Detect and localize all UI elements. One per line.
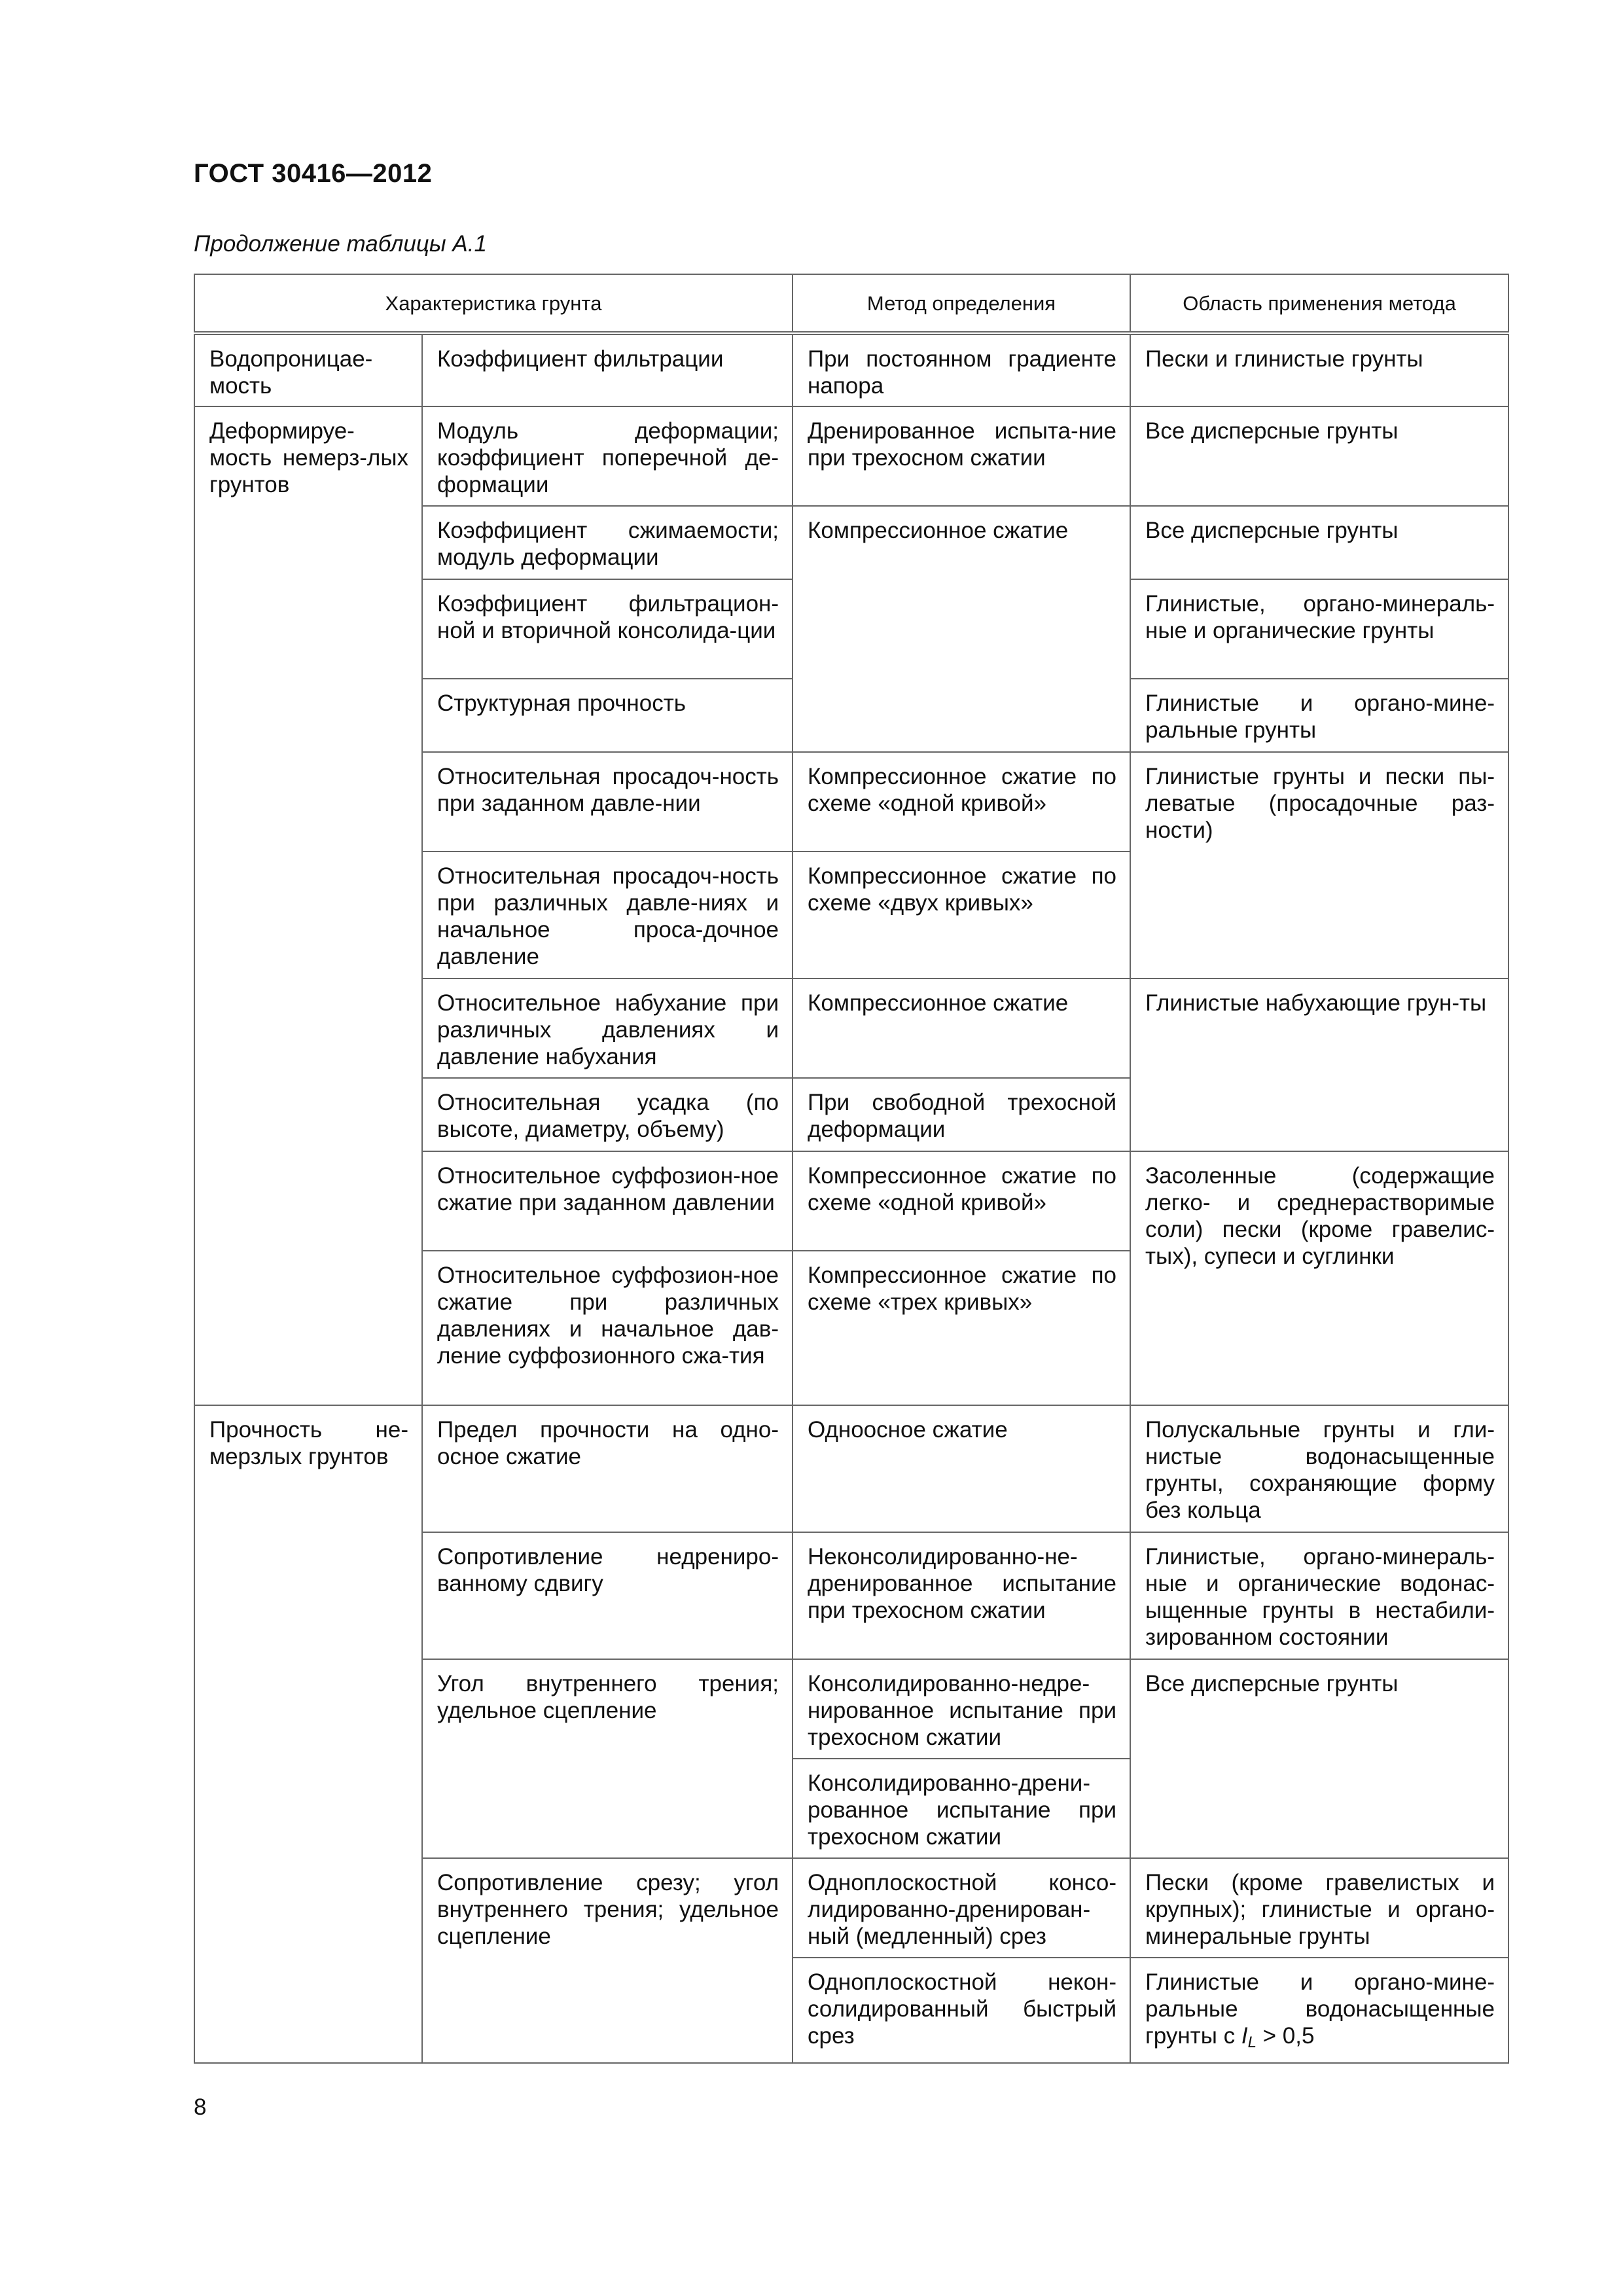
scope-cell: Глинистые грунты и пески пы-леватые (просадочные раз-ности)	[1130, 752, 1508, 978]
parameter-cell: Сопротивление недрениро-ванному сдвигу	[422, 1532, 793, 1659]
method-cell: Компрессионное сжатие по схеме «двух кривых»	[793, 852, 1130, 978]
parameter-cell: Относительная просадоч-ность при различных давле-ниях и начальное проса-дочное давление	[422, 852, 793, 978]
group-cell: Деформируе-мость немерз-лых грунтов	[194, 406, 422, 1405]
method-cell: Компрессионное сжатие по схеме «одной кривой»	[793, 752, 1130, 852]
method-cell: Одноплоскостной консо-лидированно-дренирован-ный (медленный) срез	[793, 1858, 1130, 1958]
parameter-cell: Предел прочности на одно-осное сжатие	[422, 1405, 793, 1532]
method-cell: Неконсолидированно-не-дренированное испытание при трехосном сжатии	[793, 1532, 1130, 1659]
scope-cell: Глинистые и органо-мине-ральные грунты	[1130, 679, 1508, 752]
table-row	[194, 1405, 1508, 1532]
table-row	[194, 406, 1508, 506]
liquidity-index-subscript: L	[1247, 2034, 1257, 2051]
scope-cell: Засоленные (содержащие легко- и среднерастворимые соли) пески (кроме гравелис-тых), супеси и суглинки	[1130, 1151, 1508, 1405]
parameter-cell: Коэффициент фильтрацион-ной и вторичной консолида-ции	[422, 579, 793, 679]
scope-cell: Все дисперсные грунты	[1130, 506, 1508, 579]
group-cell: Водопроницае-мость	[194, 333, 422, 406]
scope-condition: > 0,5	[1256, 2023, 1315, 2049]
parameter-cell: Модуль деформации; коэффициент поперечной де-формации	[422, 406, 793, 506]
group-cell: Прочность не-мерзлых грунтов	[194, 1405, 422, 2063]
parameter-cell: Относительное суффозион-ное сжатие при заданном давлении	[422, 1151, 793, 1251]
scope-cell: Глинистые набухающие грун-ты	[1130, 978, 1508, 1151]
table-caption: Продолжение таблицы А.1	[194, 231, 487, 257]
method-cell: Одноосное сжатие	[793, 1405, 1130, 1532]
method-cell: При постоянном градиенте напора	[793, 333, 1130, 406]
scope-text: Глинистые и органо-мине-ральные водонасыщенные грунты с	[1145, 1969, 1495, 2049]
liquidity-index-symbol: I	[1241, 2023, 1248, 2049]
table-row	[194, 333, 1508, 406]
method-cell: Одноплоскостной некон-солидированный быстрый срез	[793, 1958, 1130, 2063]
parameter-cell: Относительное набухание при различных давлениях и давление набухания	[422, 978, 793, 1078]
parameter-cell: Коэффициент сжимаемости; модуль деформации	[422, 506, 793, 579]
method-cell: При свободной трехосной деформации	[793, 1078, 1130, 1151]
method-cell: Компрессионное сжатие по схеме «трех кривых»	[793, 1251, 1130, 1405]
scope-cell: Пески и глинистые грунты	[1130, 333, 1508, 406]
document-header: ГОСТ 30416—2012	[194, 159, 433, 188]
method-cell: Дренированное испыта-ние при трехосном сжатии	[793, 406, 1130, 506]
scope-cell: Все дисперсные грунты	[1130, 1659, 1508, 1858]
header-characteristic: Характеристика грунта	[194, 274, 793, 333]
table-header-row	[194, 274, 1508, 333]
soil-properties-table	[194, 274, 1509, 2064]
scope-cell	[1130, 1958, 1508, 2063]
scope-cell: Глинистые, органо-минераль-ные и органические водонас-ыщенные грунты в нестабили-зированном состоянии	[1130, 1532, 1508, 1659]
parameter-cell: Угол внутреннего трения; удельное сцепление	[422, 1659, 793, 1858]
method-cell: Компрессионное сжатие	[793, 506, 1130, 752]
page-number: 8	[194, 2094, 207, 2120]
parameter-cell: Коэффициент фильтрации	[422, 333, 793, 406]
method-cell: Консолидированно-недре-нированное испытание при трехосном сжатии	[793, 1659, 1130, 1759]
method-cell: Компрессионное сжатие по схеме «одной кривой»	[793, 1151, 1130, 1251]
parameter-cell: Относительная просадоч-ность при заданном давле-нии	[422, 752, 793, 852]
parameter-cell: Сопротивление срезу; угол внутреннего трения; удельное сцепление	[422, 1858, 793, 2063]
parameter-cell: Относительная усадка (по высоте, диаметру, объему)	[422, 1078, 793, 1151]
scope-cell: Полускальные грунты и гли-нистые водонасыщенные грунты, сохраняющие форму без кольца	[1130, 1405, 1508, 1532]
parameter-cell: Относительное суффозион-ное сжатие при различных давлениях и начальное дав-ление суффозионного сжа-тия	[422, 1251, 793, 1405]
header-scope: Область применения метода	[1130, 274, 1508, 333]
method-cell: Консолидированно-дрени-рованное испытание при трехосном сжатии	[793, 1759, 1130, 1858]
scope-cell: Пески (кроме гравелистых и крупных); глинистые и органо-минеральные грунты	[1130, 1858, 1508, 1958]
scope-cell: Глинистые, органо-минераль-ные и органические грунты	[1130, 579, 1508, 679]
header-method: Метод определения	[793, 274, 1130, 333]
scope-cell: Все дисперсные грунты	[1130, 406, 1508, 506]
parameter-cell: Структурная прочность	[422, 679, 793, 752]
method-cell: Компрессионное сжатие	[793, 978, 1130, 1078]
